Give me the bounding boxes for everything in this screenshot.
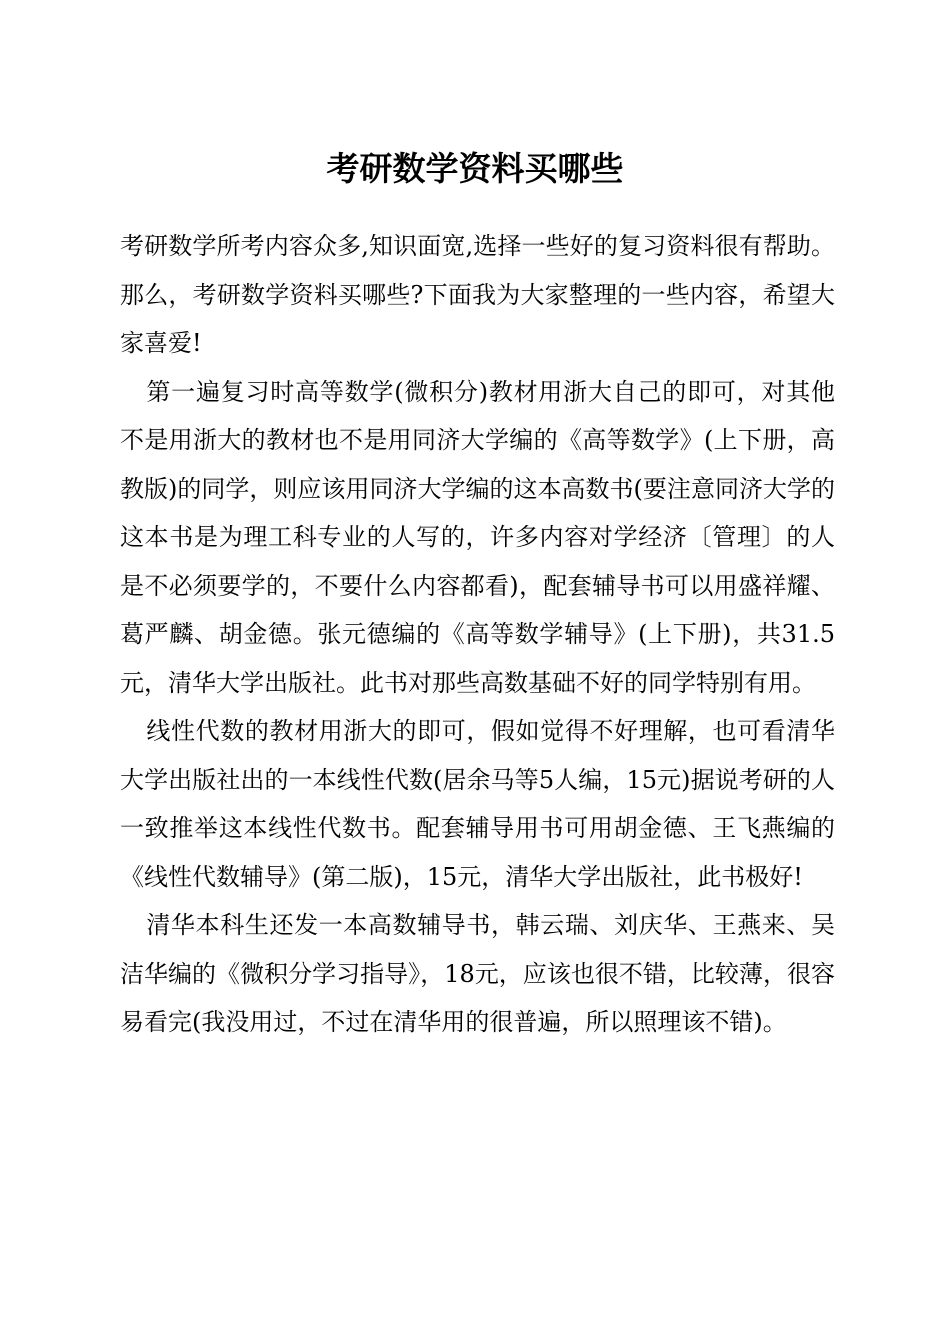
calculus-paragraph: 第一遍复习时高等数学(微积分)教材用浙大自己的即可，对其他不是用浙大的教材也不是用同济大学编的《高等数学》(上下册，高教版)的同学，则应该用同济大学编的这本高数书(要注意同济大学的这本书是为理工科专业的人写的，许多内容对学经济〔管理〕的人是不必须要学的，不要什么内容都看)，配套辅导书可以用盛祥耀、葛严麟、胡金德。张元德编的《高等数学辅导》(上下册)，共31.5元，清华大学出版社。此书对那些高数基础不好的同学特别有用。 bbox=[120, 377, 835, 697]
document-title: 考研数学资料买哪些 bbox=[326, 149, 624, 188]
document-body bbox=[120, 222, 835, 1047]
linear-algebra-paragraph: 线性代数的教材用浙大的即可，假如觉得不好理解，也可看清华大学出版社出的一本线性代数(居余马等5人编，15元)据说考研的人一致推举这本线性代数书。配套辅导用书可用胡金德、王飞燕编的《线性代数辅导》(第二版)，15元，清华大学出版社，此书极好! bbox=[120, 717, 835, 891]
intro-paragraph: 考研数学所考内容众多,知识面宽,选择一些好的复习资料很有帮助。那么，考研数学资料买哪些?下面我为大家整理的一些内容，希望大家喜爱! bbox=[120, 232, 835, 357]
tsinghua-guide-paragraph: 清华本科生还发一本高数辅导书，韩云瑞、刘庆华、王燕来、吴洁华编的《微积分学习指导》，18元，应该也很不错，比较薄，很容易看完(我没用过，不过在清华用的很普遍，所以照理该不错)。 bbox=[120, 911, 835, 1036]
